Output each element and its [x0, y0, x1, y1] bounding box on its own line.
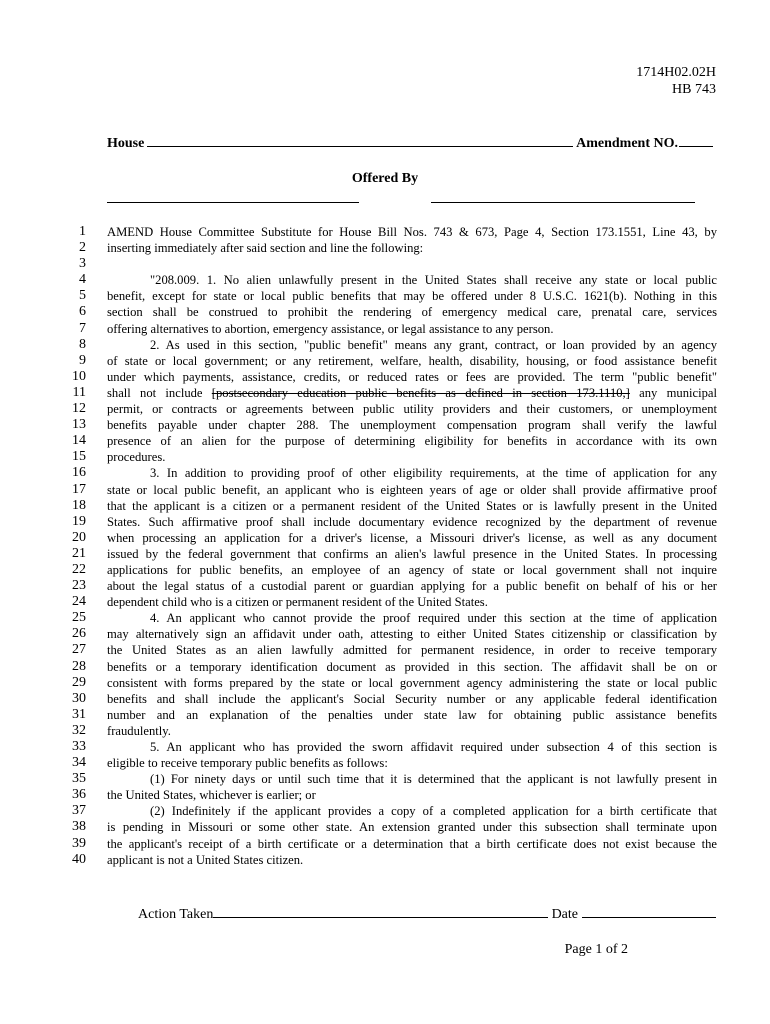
line-number: 40	[72, 851, 86, 867]
line-number: 31	[72, 706, 86, 722]
house-blank	[147, 134, 573, 147]
text-line: eligible to receive temporary public benefits as follows:	[107, 756, 388, 771]
house-label: House	[107, 136, 145, 151]
text-line: "208.009. 1. No alien unlawfully present in the United States shall receive any state or local public	[150, 273, 717, 288]
text-line: AMEND House Committee Substitute for House Bill Nos. 743 & 673, Page 4, Section 173.1551, Line 43, by	[107, 225, 717, 239]
line-number: 25	[72, 610, 86, 626]
doc-code: 1714H02.02H	[636, 65, 716, 80]
line-number: 28	[72, 658, 86, 674]
action-taken-label: Action Taken	[138, 907, 214, 922]
text-line: (2) Indefinitely if the applicant provides a copy of a completed application for a birth certificate that	[150, 804, 717, 819]
line-number: 24	[72, 594, 86, 610]
house-amendment-line	[107, 134, 713, 152]
signature-line-right	[431, 202, 695, 203]
amendment-number-blank	[679, 134, 713, 147]
line-number: 27	[72, 642, 86, 658]
action-taken-blank	[213, 905, 547, 918]
line-number: 7	[79, 320, 86, 336]
line-number: 15	[72, 449, 86, 465]
text-line: issued by the federal government that confirms an alien's lawful presence in the United States. In processing	[107, 546, 717, 561]
text-line: 4. An applicant who cannot provide the proof required under this section at the time of application	[150, 611, 717, 626]
line-number: 10	[72, 368, 86, 384]
text-line: dependent child who is a citizen or permanent resident of the United States.	[107, 595, 488, 610]
struck-text: [postsecondary education public benefits as defined in section 173.1110,]	[211, 385, 630, 400]
line-number: 20	[72, 529, 86, 545]
line-number: 32	[72, 722, 86, 738]
text-line: the United States, whichever is earlier; or	[107, 788, 316, 803]
document-id	[636, 64, 716, 98]
line-number: 16	[72, 465, 86, 481]
text-line: benefits payable under chapter 288. The unemployment compensation program shall verify the lawful	[107, 418, 717, 433]
line-number: 26	[72, 626, 86, 642]
offered-by-heading: Offered By	[351, 171, 419, 186]
page-number: Page 1 of 2	[564, 942, 628, 957]
text-segment: shall not include	[107, 385, 212, 400]
line-number: 21	[72, 545, 86, 561]
line-number: 30	[72, 690, 86, 706]
line-number: 13	[72, 417, 86, 433]
line-number: 22	[72, 561, 86, 577]
line-number: 38	[72, 819, 86, 835]
text-line: benefits and shall include the applicant's Social Security number or any applicable federal identification	[107, 691, 717, 706]
line-number: 3	[79, 256, 86, 272]
text-segment: any municipal	[629, 385, 717, 400]
line-number: 9	[79, 352, 86, 368]
text-line: (1) For ninety days or until such time that it is determined that the applicant is not lawfully present in	[150, 772, 717, 787]
text-line: 5. An applicant who has provided the sworn affidavit required under subsection 4 of this section is	[150, 740, 717, 754]
text-line: benefits or a temporary identification document as provided in this section. The affidavit shall be on or	[107, 659, 717, 674]
line-number: 37	[72, 803, 86, 819]
line-number: 12	[72, 401, 86, 417]
line-number: 1	[79, 224, 86, 239]
text-line: States. Such affirmative proof shall include documentary evidence recognized by the department of revenue	[107, 514, 717, 529]
line-number: 35	[72, 771, 86, 787]
text-line: about the legal status of a custodial parent or guardian applying for a public benefit on behalf of his or her	[107, 579, 717, 594]
text-line: number and an explanation of the penalties under state law for obtaining public assistance benefits	[107, 707, 717, 722]
text-line: state or local public benefit, an applicant who is eighteen years of age or older shall provide affirmative proof	[107, 482, 717, 497]
line-number: 17	[72, 481, 86, 497]
text-line	[107, 385, 717, 401]
text-line: applications for public benefits, an employee of an agency of state or local government shall not inquire	[107, 562, 717, 577]
line-number: 29	[72, 674, 86, 690]
text-line: presence of an alien for the purpose of determining eligibility for benefits in accordance with its own	[107, 434, 717, 449]
bill-number: HB 743	[672, 82, 716, 97]
action-taken-line	[138, 905, 716, 923]
line-number: 34	[72, 755, 86, 771]
line-number: 4	[79, 272, 86, 288]
line-number: 2	[79, 240, 86, 256]
line-number: 19	[72, 513, 86, 529]
text-line: of state or local government; or any retirement, welfare, health, disability, housing, or food assistance benefit	[107, 353, 717, 368]
text-line: applicant is not a United States citizen.	[107, 852, 304, 867]
line-number: 14	[72, 433, 86, 449]
text-line: the applicant's receipt of a birth certificate or a determination that a birth certificate does not exist because the	[107, 836, 717, 851]
line-number: 39	[72, 835, 86, 851]
date-blank	[582, 905, 716, 918]
text-line: fraudulently.	[107, 723, 171, 738]
date-label: Date	[551, 907, 578, 922]
text-line: section shall be construed to prohibit the rendering of emergency medical care, prenatal care, services	[107, 305, 717, 320]
amendment-label: Amendment NO.	[576, 136, 678, 151]
line-number-column	[52, 224, 86, 868]
offered-by-signature-lines	[107, 202, 713, 206]
text-line: benefit, except for state or local public benefits that may be offered under 8 U.S.C. 1621(b). Nothing in this	[107, 289, 717, 304]
text-line: 3. In addition to providing proof of other eligibility requirements, at the time of application for any	[150, 466, 717, 481]
text-line: consistent with forms prepared by the state or local government agency administering the state or local public	[107, 675, 717, 690]
text-line: offering alternatives to abortion, emergency assistance, or legal assistance to any person.	[107, 321, 554, 336]
line-number: 6	[79, 304, 86, 320]
line-number: 8	[79, 336, 86, 352]
text-line: procedures.	[107, 450, 166, 465]
line-number: 5	[79, 288, 86, 304]
line-number: 23	[72, 578, 86, 594]
line-number: 18	[72, 497, 86, 513]
text-line: may alternatively sign an affidavit under oath, attesting to either United States citizenship or classification by	[107, 627, 717, 642]
amendment-body	[107, 224, 717, 868]
text-line	[107, 256, 717, 272]
text-line: is pending in Missouri or some other state. An extension granted under this subsection shall terminate upon	[107, 820, 717, 835]
text-line: under which payments, assistance, credits, or reduced rates or fees are provided. The term "public benefit"	[107, 369, 717, 384]
line-number: 11	[72, 384, 86, 400]
text-line: inserting immediately after said section and line the following:	[107, 241, 424, 256]
signature-line-left	[107, 202, 359, 203]
text-line: 2. As used in this section, "public benefit" means any grant, contract, or loan provided by an agency	[150, 337, 717, 352]
text-line: when processing an application for a driver's license, a Missouri driver's license, as well as any document	[107, 530, 717, 545]
text-line: the United States as an alien lawfully admitted for permanent residence, in order to receive temporary	[107, 643, 717, 658]
text-line: that the applicant is a citizen or a permanent resident of the United States or is lawfully present in the United	[107, 498, 717, 513]
line-number: 36	[72, 787, 86, 803]
line-number: 33	[72, 739, 86, 754]
text-line: permit, or contracts or agreements between public utility providers and their customers, or unemployment	[107, 402, 717, 417]
